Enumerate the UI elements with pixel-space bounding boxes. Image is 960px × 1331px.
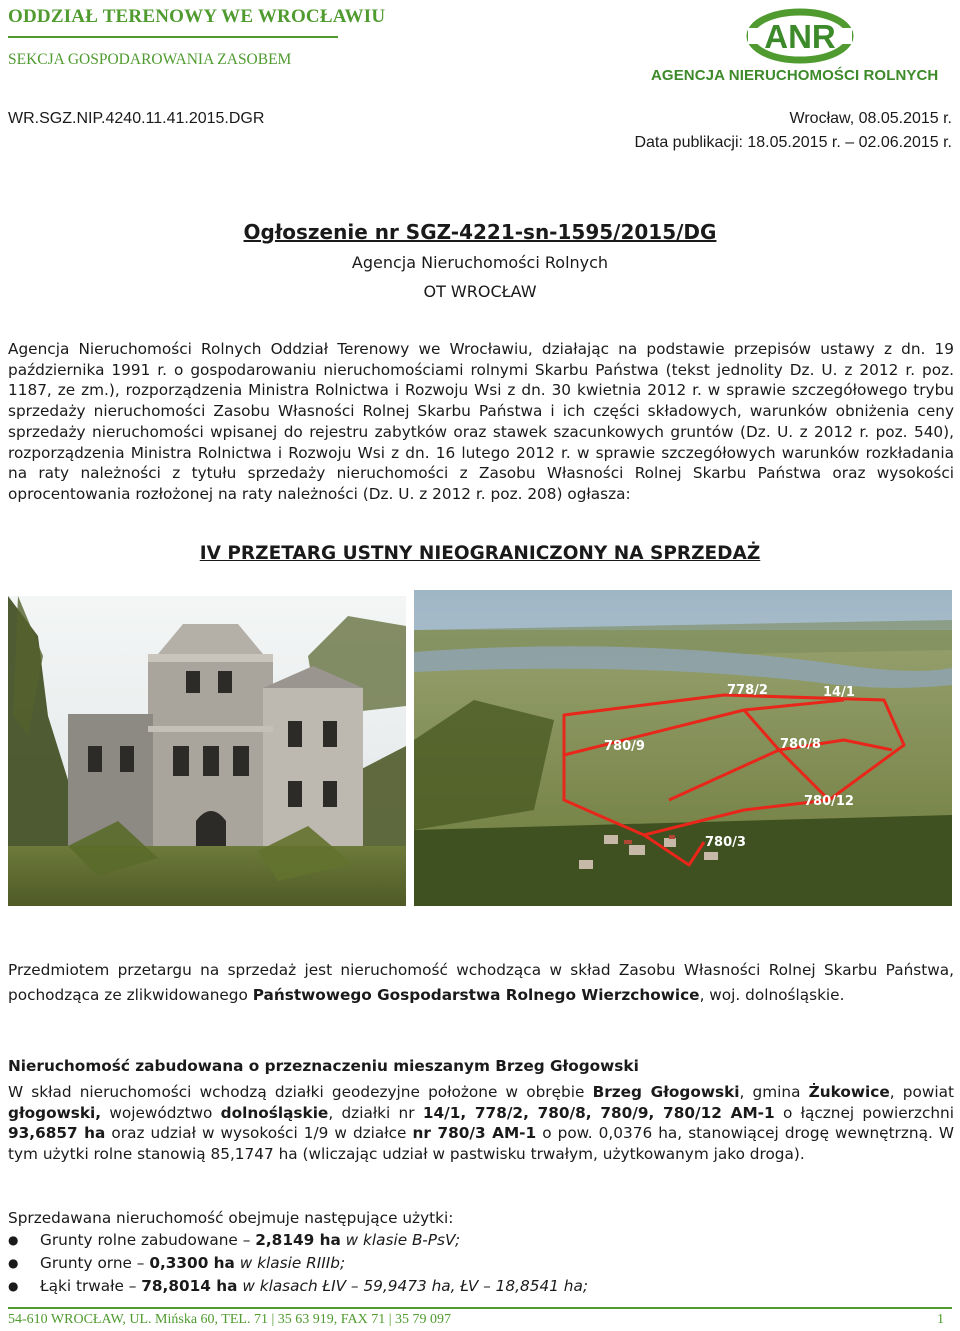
land-use-area: 78,8014 ha [141, 1277, 238, 1295]
footer-divider [8, 1307, 952, 1309]
property-text: , działki nr [328, 1103, 423, 1122]
parcel-label-780-12: 780/12 [804, 794, 854, 809]
property-text: oraz udział w wysokości 1/9 w działce [105, 1124, 413, 1143]
logo-agency-name: AGENCJA NIERUCHOMOŚCI ROLNYCH [651, 67, 939, 84]
logo-abbr: ANR [764, 18, 836, 55]
property-parcels: 14/1, 778/2, 780/8, 780/9, 780/12 AM-1 [422, 1103, 775, 1122]
property-county: głogowski, [8, 1103, 102, 1122]
publication-dates: Data publikacji: 18.05.2015 r. – 02.06.2015 r. [634, 134, 952, 151]
property-road-parcel: nr 780/3 AM-1 [412, 1124, 537, 1143]
announcement-branch: OT WROCŁAW [423, 282, 537, 301]
land-use-class: w klasie B-PsV; [340, 1231, 461, 1249]
property-text: , gmina [739, 1083, 809, 1101]
manor-house-photo [8, 596, 406, 906]
reference-number: WR.SGZ.NIP.4240.11.41.2015.DGR [8, 110, 265, 127]
land-use-label: Łąki trwałe – [40, 1277, 142, 1295]
list-item [8, 1229, 588, 1252]
land-use-class: w klasach ŁIV – 59,9473 ha, ŁV – 18,8541 ha; [237, 1277, 589, 1295]
property-voivodeship: dolnośląskie [220, 1103, 329, 1122]
subject-farm-name: Państwowego Gospodarstwa Rolnego Wierzchowice [252, 985, 700, 1004]
parcel-label-14-1: 14/1 [823, 685, 855, 700]
property-text: o łącznej powierzchni [774, 1103, 955, 1122]
property-paragraph [8, 1082, 954, 1165]
land-use-label: Grunty rolne zabudowane – [40, 1231, 256, 1249]
land-use-list [8, 1229, 588, 1298]
list-item [8, 1252, 588, 1275]
property-total-area: 93,6857 ha [8, 1124, 106, 1143]
property-precinct: Brzeg Głogowski [592, 1083, 740, 1101]
property-text: W skład nieruchomości wchodzą działki geodezyjne położone w obrębie [8, 1083, 593, 1101]
subject-paragraph [8, 958, 954, 1007]
announcement-agency: Agencja Nieruchomości Rolnych [351, 253, 609, 272]
announcement-title: Ogłoszenie nr SGZ-4221-sn-1595/2015/DG [243, 220, 717, 244]
land-use-label: Grunty orne – [40, 1254, 150, 1272]
property-text: województwo [101, 1103, 221, 1122]
land-use-class: w klasie RIIIb; [234, 1254, 346, 1272]
land-use-area: 2,8149 ha [255, 1231, 341, 1249]
section-subtitle: SEKCJA GOSPODAROWANIA ZASOBEM [8, 51, 292, 68]
tender-title: IV PRZETARG USTNY NIEOGRANICZONY NA SPRZEDAŻ [199, 543, 761, 564]
subject-text-1: Przedmiotem przetargu na sprzedaż jest nieruchomość wchodząca w skład Zasobu Własności Rolnej Skarbu Państwa, pochodząca ze zlikwidowanego [8, 961, 954, 1004]
parcel-label-780-3: 780/3 [705, 835, 746, 850]
header-divider [8, 36, 338, 38]
page-number: 1 [937, 1312, 944, 1327]
footer-address: 54-610 WROCŁAW, UL. Mińska 60, TEL. 71 | 35 63 919, FAX 71 | 35 79 097 [8, 1312, 452, 1327]
property-heading: Nieruchomość zabudowana o przeznaczeniu mieszanym Brzeg Głogowski [8, 1057, 639, 1075]
department-title: ODDZIAŁ TERENOWY WE WROCŁAWIU [8, 6, 386, 27]
list-item [8, 1275, 588, 1298]
aerial-parcels-photo [414, 590, 952, 906]
parcel-label-780-9: 780/9 [604, 739, 645, 754]
land-use-area: 0,3300 ha [149, 1254, 235, 1272]
property-text: o pow. 0,0376 ha, stanowiącej drogę wewnętrzną. W tym użytki rolne stanowią 85,1747 ha (wliczając udział w pastwisku trwałym, użytkowanym jako droga). [8, 1124, 954, 1164]
subject-text-2: , woj. dolnośląskie. [699, 985, 845, 1004]
property-commune: Żukowice [808, 1083, 890, 1101]
document-date: Wrocław, 08.05.2015 r. [789, 110, 952, 127]
parcel-label-780-8: 780/8 [780, 737, 821, 752]
intro-paragraph: Agencja Nieruchomości Rolnych Oddział Terenowy we Wrocławiu, działając na podstawie przepisów ustawy z dn. 19 października 1991 r. o gospodarowaniu nieruchomościami rolnymi Skarbu Państwa (tekst jednolity Dz. U. z 2012 r. poz. 1187, ze zm.), rozporządzenia Ministra Rolnictwa i Rozwoju Wsi z dn. 30 kwietnia 2012 r. w sprawie szczegółowego trybu sprzedaży nieruchomości Zasobu Własności Rolnej Skarbu Państwa i ich części składowych, warunków obniżenia ceny sprzedaży nieruchomości wpisanej do rejestru zabytków oraz stawek szacunkowych gruntów (Dz. U. z 2012 r. poz. 540), rozporządzenia Ministra Rolnictwa i Rozwoju Wsi z dn. 16 lutego 2012 r. w sprawie szczegółowych warunków rozkładania na raty należności z tytułu sprzedaży nieruchomości z Zasobu Własności Rolnej Skarbu Państwa oraz wysokości oprocentowania rozłożonej na raty należności (Dz. U. z 2012 r. poz. 208) ogłasza: [8, 340, 954, 503]
property-text: , powiat [889, 1083, 954, 1101]
parcel-label-778-2: 778/2 [727, 683, 768, 698]
land-use-intro: Sprzedawana nieruchomość obejmuje następujące użytki: [8, 1209, 454, 1227]
